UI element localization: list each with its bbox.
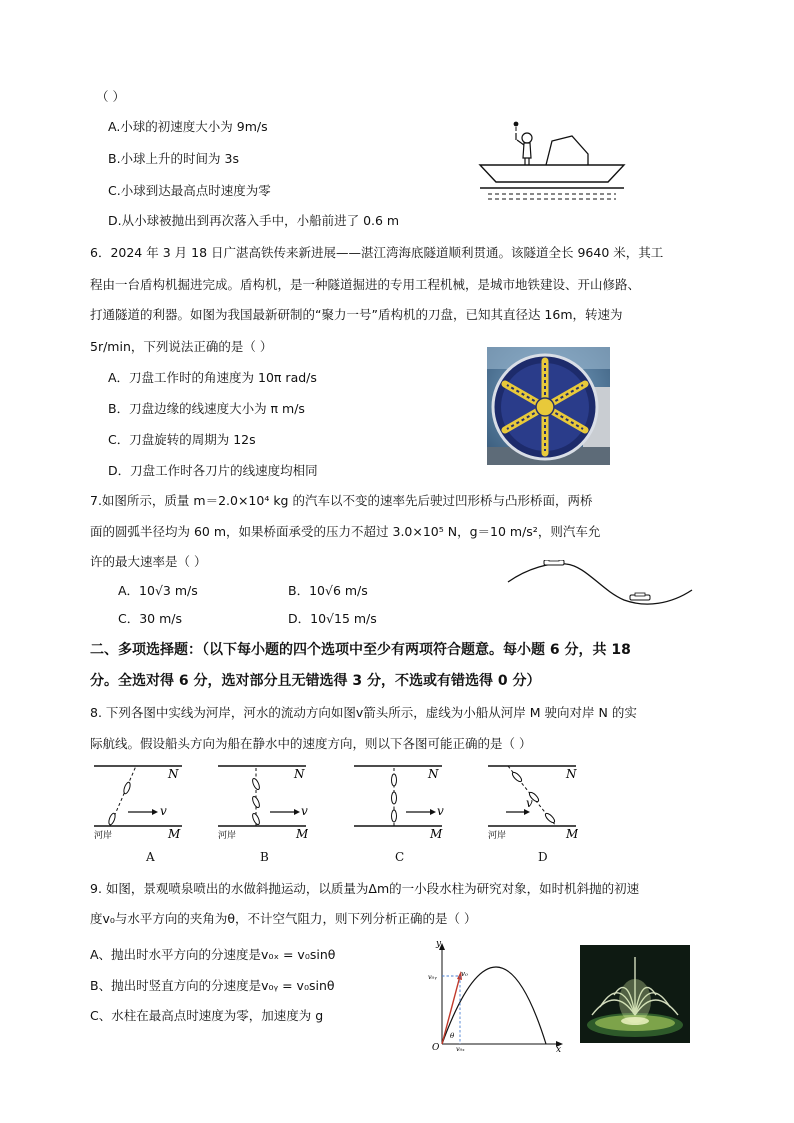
q8-caption-b: B [260,850,269,864]
q5-option-b: B.小球上升的时间为 3s [108,151,239,166]
q5-option-a: A.小球的初速度大小为 9m/s [108,119,268,134]
q8-figure-b [216,762,308,840]
q8c-v-label: v [437,804,444,818]
q7-stem-line-3: 许的最大速率是（ ） [90,554,207,569]
q6-option-a: A．刀盘工作时的角速度为 10π rad/s [108,370,317,385]
q8a-m-label: M [168,827,181,840]
q8a-bank-label: 河岸 [94,831,113,840]
theta-label: θ [450,1032,455,1040]
q6-stem-line-2: 程由一台盾构机掘进完成。盾构机，是一种隧道掘进的专用工程机械，是城市地铁建设、开山修路、 [90,277,641,292]
q8-caption-a: A [146,850,155,864]
projectile-graph [428,940,568,1052]
person-body [523,143,531,158]
q8a-n-label: N [168,767,179,781]
q9-option-a: A、抛出时水平方向的分速度是v₀ₓ = v₀sinθ [90,947,336,962]
q8b-m-label: M [296,827,308,840]
q9-stem-line-2: 度v₀与水平方向的夹角为θ，不计空气阻力，则下列分析正确的是（ ） [90,911,477,926]
q9-stem-line-1: 9. 如图，景观喷泉喷出的水做斜抛运动，以质量为Δm的一小段水柱为研究对象，如时机斜抛的初速 [90,881,640,896]
q8d-bank-label: 河岸 [488,831,507,840]
q6-option-b: B．刀盘边缘的线速度大小为 π m/s [108,401,305,416]
q6-option-c: C．刀盘旋转的周期为 12s [108,432,256,447]
q8-stem-line-1: 8. 下列各图中实线为河岸，河水的流动方向如图v箭头所示，虚线为小船从河岸 M 驶向对岸 N 的实 [90,705,637,720]
v0x-label: v₀ₓ [456,1045,465,1052]
q7-stem-line-2: 面的圆弧半径均为 60 m，如果桥面承受的压力不超过 3.0×10⁵ N，g＝10 m/s²，则汽车允 [90,524,601,539]
car-on-convex [544,560,564,565]
q8c-m-label: M [430,827,443,840]
q8b-bank-label: 河岸 [218,831,237,840]
q8-figure-d [486,762,578,840]
q5-option-d: D.从小球被抛出到再次落入手中，小船前进了 0.6 m [108,213,400,228]
q6-stem-line-3: 打通隧道的利器。如图为我国最新研制的“聚力一号”盾构机的刀盘，已知其直径达 16m，转速为 [90,307,623,322]
q8a-v-label: v [160,804,167,818]
v0-label: v₀ [461,970,468,978]
q8b-v-label: v [301,804,308,818]
q7-option-c: C．30 m/s [118,611,183,626]
q8-caption-c: C [395,850,405,864]
q8d-m-label: M [566,827,578,840]
person-head [522,133,532,143]
q7-option-d: D．10√15 m/s [288,611,377,626]
q8b-n-label: N [294,767,305,781]
cutter-head-photo [487,347,610,465]
section-2-title-line-2: 分。全选对得 6 分，选对部分且无错选得 3 分，不选或有错选得 0 分） [90,673,541,689]
bridge-curve [508,564,692,604]
origin-label: O [432,1043,440,1052]
car-in-concave [630,593,650,600]
q6-stem-line-1: 6．2024 年 3 月 18 日广湛高铁传来新进展——湛江湾海底隧道顺利贯通。该隧道全长 9640 米，其工 [90,245,664,260]
q8c-n-label: N [428,767,439,781]
q7-option-a: A．10√3 m/s [118,583,198,598]
q7-stem-line-1: 7.如图所示，质量 m＝2.0×10⁴ kg 的汽车以不变的速率先后驶过凹形桥与凸形桥面，两桥 [90,493,593,508]
q9-option-c: C、水柱在最高点时速度为零，加速度为 g [90,1008,324,1023]
q5-option-c: C.小球到达最高点时速度为零 [108,183,271,198]
bridge-figure [506,560,694,608]
cabin [546,136,588,165]
q8-caption-d: D [538,850,548,864]
q8-stem-line-2: 际航线。假设船头方向为船在静水中的速度方向，则以下各图可能正确的是（ ） [90,736,532,751]
q8-figure-a [92,762,184,840]
y-axis-label: y [436,940,442,949]
section-2-title-line-1: 二、多项选择题：（以下每小题的四个选项中至少有两项符合题意。每小题 6 分，共 18 [90,642,631,658]
q8-figure-c [352,762,444,840]
x-axis-label: x [556,1045,562,1052]
q9-option-b: B、抛出时竖直方向的分速度是v₀ᵧ = v₀sinθ [90,978,335,993]
fountain-photo [580,945,690,1043]
q7-option-b: B．10√6 m/s [288,583,368,598]
q6-option-d: D．刀盘工作时各刀片的线速度均相同 [108,463,318,478]
q5-answer-bracket: （ ） [96,89,125,104]
q6-stem-line-4: 5r/min，下列说法正确的是（ ） [90,339,273,354]
boat-figure [476,118,626,204]
v0y-label: v₀ᵧ [428,973,437,981]
hull [480,165,624,182]
q8d-n-label: N [566,767,577,781]
ball [514,122,519,127]
q8d-v-label: v [526,796,533,810]
